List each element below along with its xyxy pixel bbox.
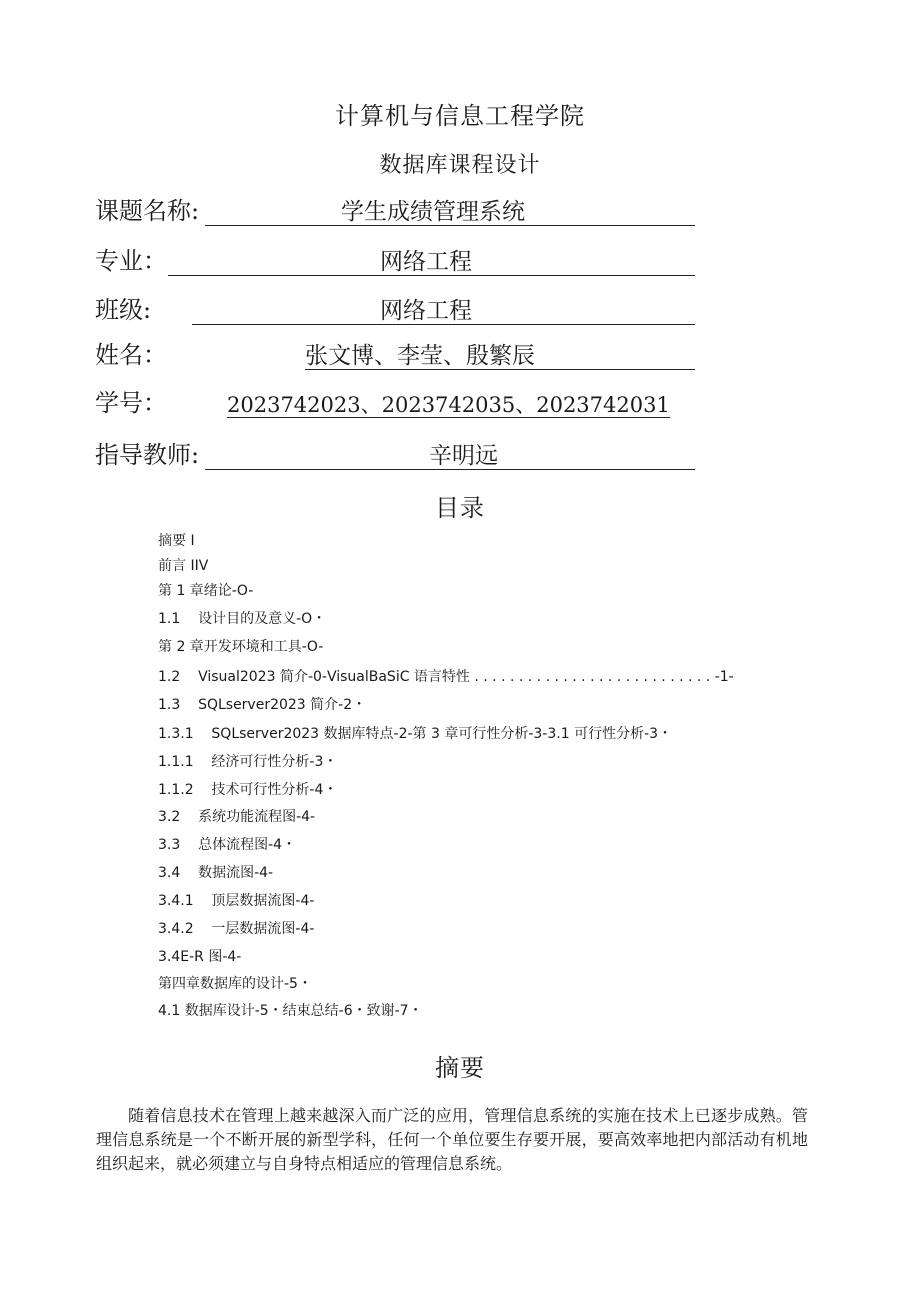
field-names	[95, 340, 695, 376]
field-advisor	[95, 440, 695, 476]
course-title: 数据库课程设计	[379, 153, 541, 178]
field-label: 指导教师:	[95, 441, 200, 469]
field-label: 姓名：	[95, 341, 167, 369]
field-label: 课题名称:	[95, 197, 200, 225]
field-value: 学生成绩管理系统	[341, 198, 525, 225]
toc-entry: 4.1 数据库设计-5・结束总结-6・致谢-7・	[158, 1003, 423, 1019]
field-class	[95, 295, 695, 331]
field-value: 2023742023、2023742035、2023742031	[227, 392, 670, 417]
abstract-title: 摘要	[435, 1054, 485, 1082]
field-label: 班级:	[95, 296, 152, 324]
toc-entry: 1.2 Visual2023 简介-0-VisualBaSiC 语言特性 . . . . . . . . . . . . . . . . . . . . . . . . . . . -1-	[158, 669, 734, 685]
toc-entry: 3.2 系统功能流程图-4-	[158, 809, 316, 825]
field-major	[95, 246, 695, 282]
toc-title: 目录	[435, 494, 485, 522]
abstract-paragraph: 随着信息技术在管理上越来越深入而广泛的应用，管理信息系统的实施在技术上已逐步成熟。管理信息系统是一个不断开展的新型学科，任何一个单位要生存要开展，要高效率地把内部活动有机地组织起来，就必须建立与自身特点相适应的管理信息系统。	[96, 1106, 808, 1173]
toc-entry: 3.4.1 顶层数据流图-4-	[158, 893, 315, 909]
field-label: 专业：	[95, 247, 167, 275]
toc-entry: 1.1.1 经济可行性分析-3・	[158, 754, 338, 770]
field-value: 网络工程	[380, 248, 472, 275]
toc-entry: 3.4.2 一层数据流图-4-	[158, 921, 315, 937]
field-label: 学号：	[95, 389, 167, 417]
toc-entry: 摘要 I	[158, 533, 195, 549]
toc-entry: 第四章数据库的设计-5・	[158, 976, 312, 992]
toc-entry: 1.1 设计目的及意义-O・	[158, 611, 327, 627]
toc-entry: 1.3.1 SQLserver2023 数据库特点-2-第 3 章可行性分析-3-3.1 可行性分析-3・	[158, 726, 673, 742]
toc-entry: 前言 IIV	[158, 558, 209, 574]
field-value: 张文博、李莹、殷繁辰	[305, 342, 535, 369]
field-value: 辛明远	[429, 442, 498, 469]
toc-entry: 1.1.2 技术可行性分析-4・	[158, 782, 338, 798]
toc-entry: 3.3 总体流程图-4・	[158, 837, 297, 853]
school-name: 计算机与信息工程学院	[335, 102, 585, 130]
toc-entry: 3.4E-R 图-4-	[158, 949, 242, 965]
field-value: 网络工程	[380, 297, 472, 324]
toc-entry: 第 2 章开发环境和工具-O-	[158, 639, 324, 655]
toc-entry: 第 1 章绪论-O-	[158, 583, 254, 599]
toc-entry: 3.4 数据流图-4-	[158, 865, 274, 881]
field-student-id	[95, 388, 695, 424]
field-topic	[95, 196, 695, 232]
toc-entry: 1.3 SQLserver2023 简介-2・	[158, 697, 367, 713]
